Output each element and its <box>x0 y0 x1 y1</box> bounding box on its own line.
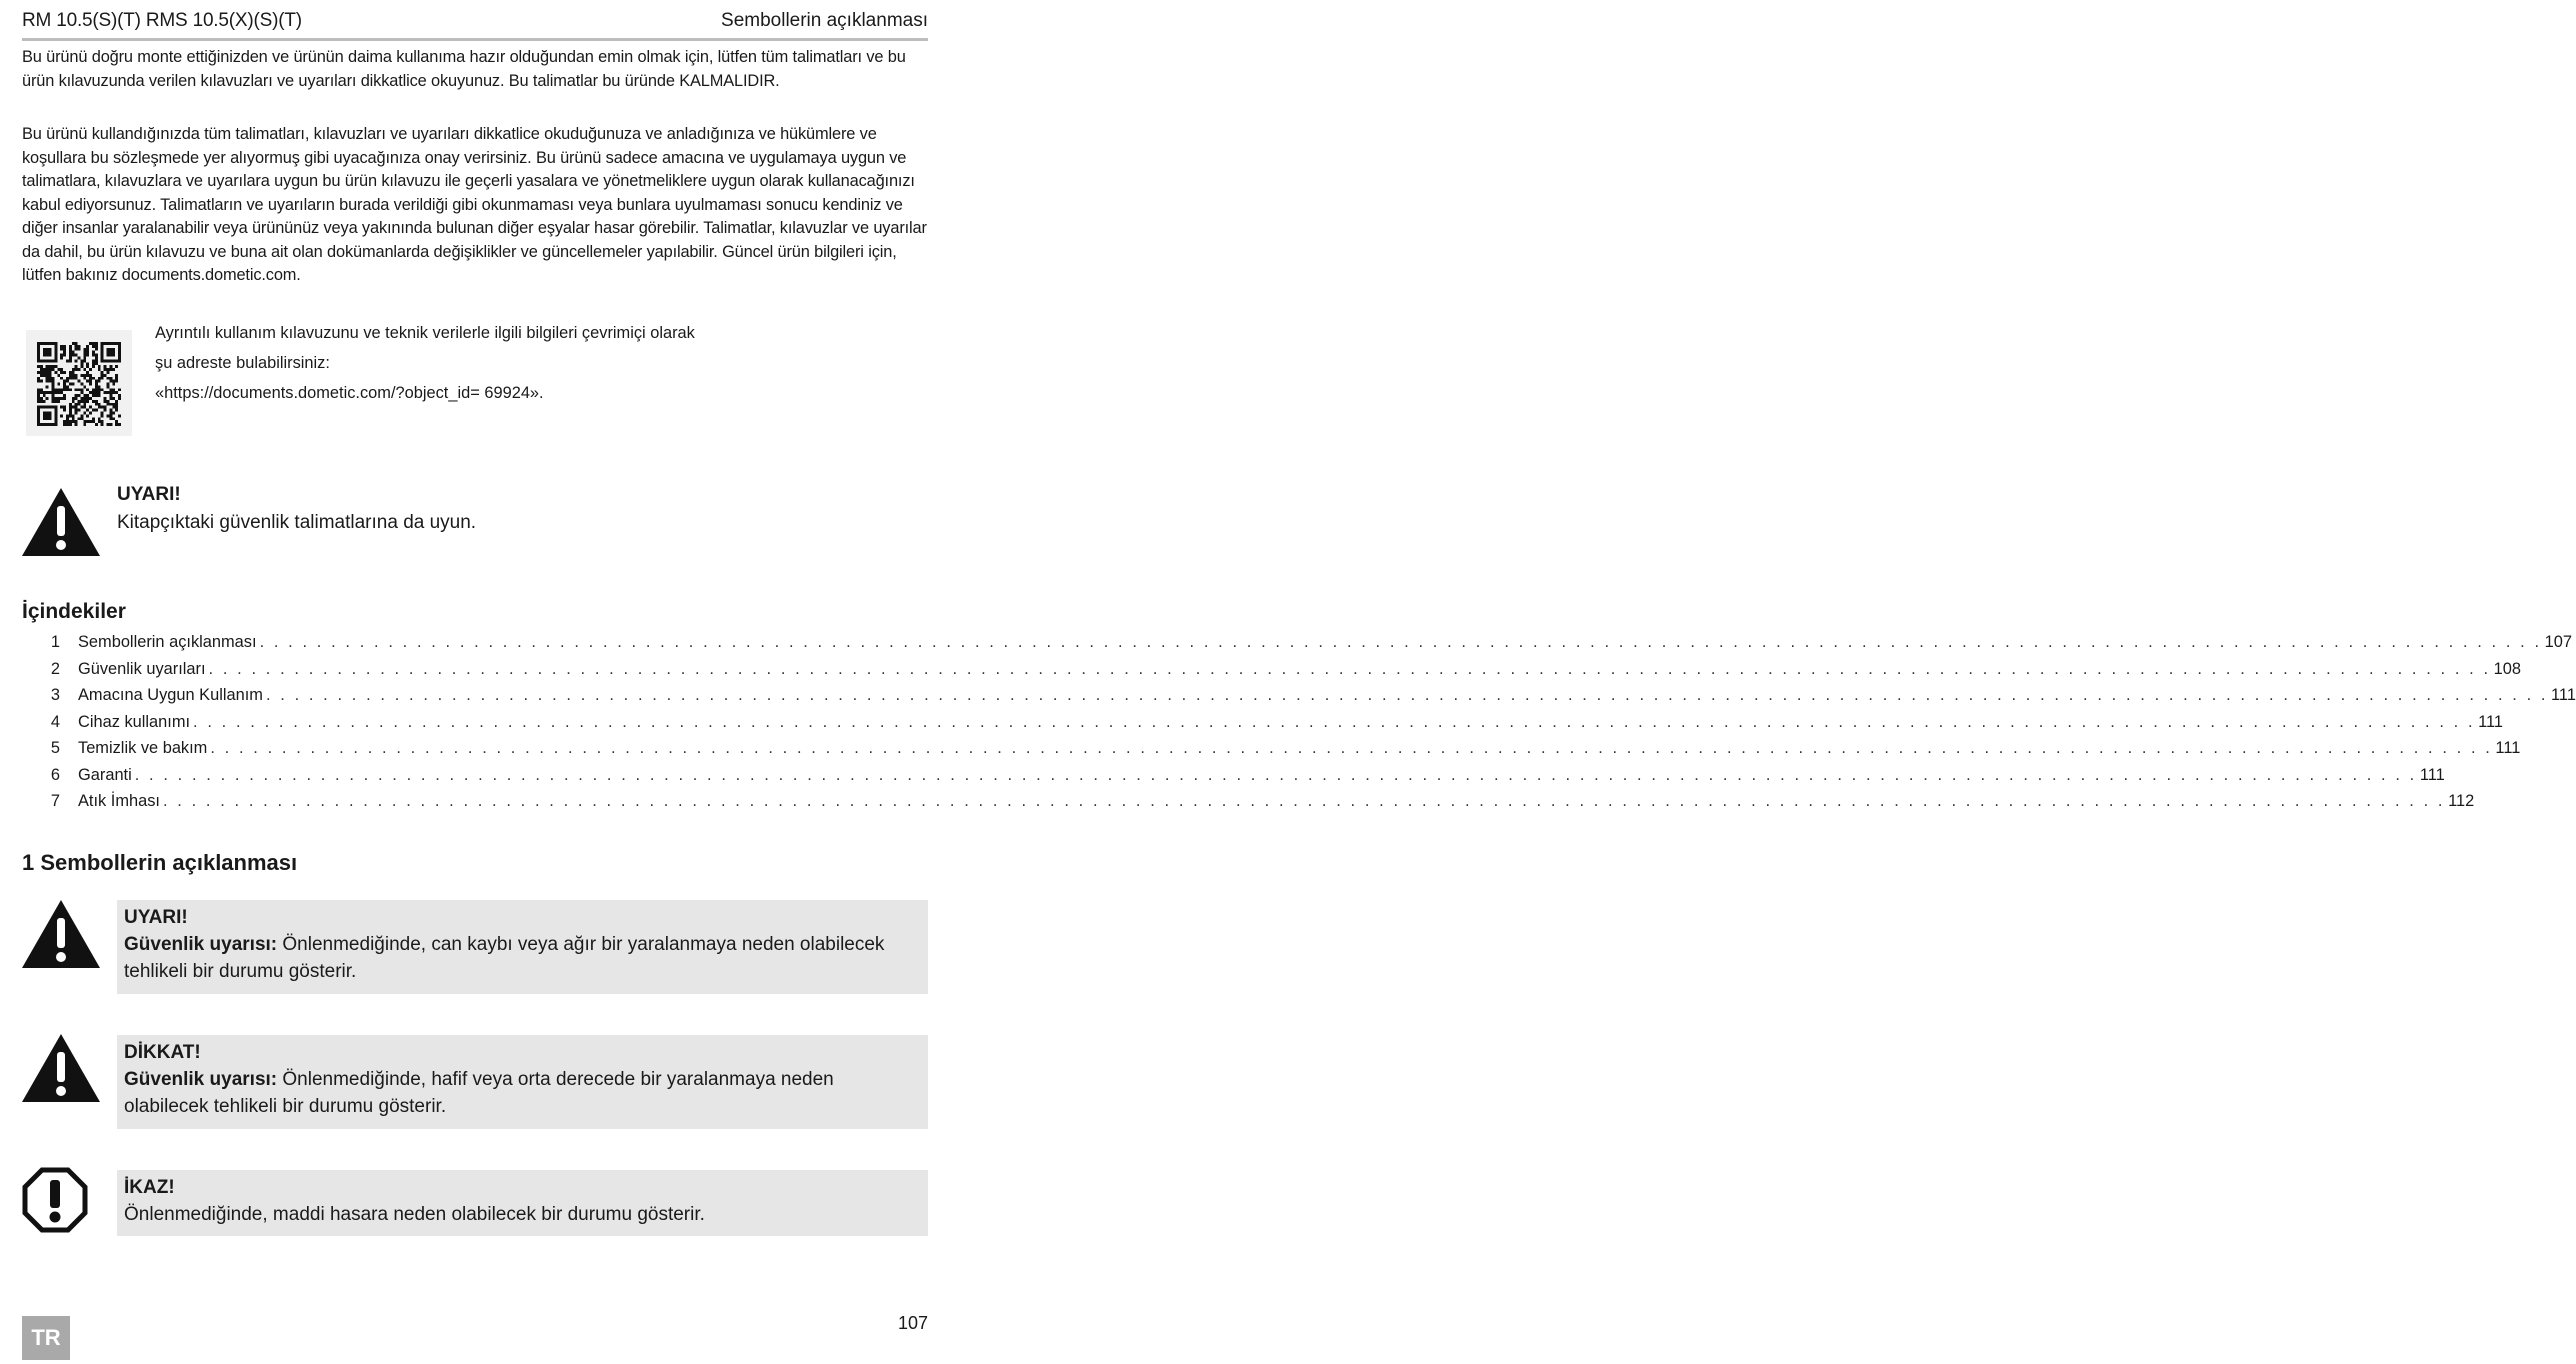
warning-description: Önlenmediğinde, can kaybı veya ağır bir yaralanmaya neden olabilecek tehlikeli bir durumu gösterir. <box>124 934 885 982</box>
toc-item-number: 1 <box>50 633 60 651</box>
toc-item-page: 107 <box>2544 633 2572 651</box>
safety-label: Güvenlik uyarısı: <box>124 934 278 955</box>
toc-leader-dots: . . . . . . . . . . . . . . . . . . . . . . . . . . . . . . . . . . . . . . . . . . . . . . . . . . . . . . . . . . . . . . . . . . . . . . . . . . . . . . . . . . . . . . . . . . . . . . . . . . . . . . . . . . . . . . . . . . . . . . . . . . . . . . . . . . . . . . . . . . . . . . . . . . . . . . . . . . . . . . . . <box>210 739 2493 757</box>
toc-item-label: Güvenlik uyarıları <box>78 659 206 678</box>
booklet-warning-text: Kitapçıktaki güvenlik talimatlarına da uyun. <box>117 512 477 533</box>
section-1-heading: 1 Sembollerin açıklanması <box>22 850 298 875</box>
toc-title: İçindekiler <box>22 600 126 623</box>
online-info-line-1: Ayrıntılı kullanım kılavuzunu ve teknik verilerle ilgili bilgileri çevrimiçi olarak <box>155 324 695 342</box>
toc-leader-dots: . . . . . . . . . . . . . . . . . . . . . . . . . . . . . . . . . . . . . . . . . . . . . . . . . . . . . . . . . . . . . . . . . . . . . . . . . . . . . . . . . . . . . . . . . . . . . . . . . . . . . . . . . . . . . . . . . . . . . . . . . . . . . . . . . . . . . . . . . . . . . . . . . . . . . . . . . . . . . . . . <box>193 712 2476 731</box>
toc-item[interactable] <box>22 633 2572 657</box>
toc-leader-dots: . . . . . . . . . . . . . . . . . . . . . . . . . . . . . . . . . . . . . . . . . . . . . . . . . . . . . . . . . . . . . . . . . . . . . . . . . . . . . . . . . . . . . . . . . . . . . . . . . . . . . . . . . . . . . . . . . . . . . . . . . . . . . . . . . . . . . . . . . . . . . . . . . . . . . . . . . . . . . . . . <box>134 765 2417 784</box>
warning-triangle-icon <box>22 1034 100 1107</box>
toc-item[interactable] <box>22 686 2576 710</box>
caution-box-title: DİKKAT! <box>124 1042 201 1063</box>
notice-description: Önlenmediğinde, maddi hasara neden olabilecek bir durumu gösterir. <box>124 1204 705 1225</box>
toc-leader-dots: . . . . . . . . . . . . . . . . . . . . . . . . . . . . . . . . . . . . . . . . . . . . . . . . . . . . . . . . . . . . . . . . . . . . . . . . . . . . . . . . . . . . . . . . . . . . . . . . . . . . . . . . . . . . . . . . . . . . . . . . . . . . . . . . . . . . . . . . . . . . . . . . . . . . . . . . . . . . . . . . <box>259 633 2542 651</box>
toc-item[interactable] <box>22 765 2445 790</box>
toc-item-page: 111 <box>2419 765 2445 784</box>
toc-item-page: 111 <box>2495 739 2521 757</box>
toc-item-number: 6 <box>50 765 60 784</box>
toc-item-number: 3 <box>50 686 60 704</box>
page-number: 107 <box>897 1313 928 1333</box>
toc-item-label: Cihaz kullanımı <box>78 712 191 731</box>
notice-box <box>117 1170 928 1236</box>
toc-item[interactable] <box>22 659 2521 684</box>
toc-item[interactable] <box>22 792 2475 816</box>
caution-box <box>117 1035 928 1129</box>
toc-item-number: 2 <box>50 659 60 678</box>
header-divider <box>22 38 928 41</box>
toc-leader-dots: . . . . . . . . . . . . . . . . . . . . . . . . . . . . . . . . . . . . . . . . . . . . . . . . . . . . . . . . . . . . . . . . . . . . . . . . . . . . . . . . . . . . . . . . . . . . . . . . . . . . . . . . . . . . . . . . . . . . . . . . . . . . . . . . . . . . . . . . . . . . . . . . . . . . . . . . . . . . . . . . <box>208 659 2491 678</box>
header-section-title: Sembollerin açıklanması <box>721 10 928 31</box>
toc-item-number: 7 <box>50 792 60 810</box>
warning-triangle-icon <box>22 900 100 973</box>
language-badge: TR <box>22 1316 70 1360</box>
toc-item-label: Sembollerin açıklanması <box>78 633 257 651</box>
toc-leader-dots: . . . . . . . . . . . . . . . . . . . . . . . . . . . . . . . . . . . . . . . . . . . . . . . . . . . . . . . . . . . . . . . . . . . . . . . . . . . . . . . . . . . . . . . . . . . . . . . . . . . . . . . . . . . . . . . . . . . . . . . . . . . . . . . . . . . . . . . . . . . . . . . . . . . . . . . . . . . . . . . . <box>162 792 2446 810</box>
toc-item-page: 111 <box>2478 712 2504 731</box>
toc-item-label: Temizlik ve bakım <box>78 739 208 757</box>
toc-item[interactable] <box>22 712 2504 737</box>
intro-paragraph-2: Bu ürünü kullandığınızda tüm talimatları, kılavuzları ve uyarıları dikkatlice okuduğunuza ve anladığınıza ve hükümlere ve koşullara bu sözleşmede yer alıyormuş gibi uyacağınıza onay verirsiniz. Bu ürünü sadece amacına ve uygulamaya uygun ve talimatlara, kılavuzlara ve uyarılara uygun bu ürün kılavuzu ile geçerli yasalara ve yönetmeliklere uygun olarak kullanacağınızı kabul ediyorsunuz. Talimatların ve uyarıların burada verildiği gibi okunmaması veya bunlara uyulmaması sonucu kendiniz ve diğer insanlar yaralanabilir veya ürününüz veya yakınında bulunan diğer eşyalar hasar görebilir. Talimatlar, kılavuzlar ve uyarılar da dahil, bu ürün kılavuzu ve buna ait olan dokümanlarda değişiklikler ve güncellemeler yapılabilir. Güncel ürün bilgileri için, lütfen bakınız documents.dometic.com. <box>22 125 927 284</box>
toc-item-label: Garanti <box>78 765 132 784</box>
toc-item-page: 108 <box>2493 659 2521 678</box>
header-model: RM 10.5(S)(T) RMS 10.5(X)(S)(T) <box>22 10 302 31</box>
qr-code-icon <box>26 330 132 436</box>
warning-box <box>117 900 928 994</box>
caution-box-text <box>124 1066 921 1120</box>
booklet-warning-title: UYARI! <box>117 484 181 505</box>
caution-description: Önlenmediğinde, hafif veya orta derecede bir yaralanmaya neden olabilecek tehlikeli bir durumu gösterir. <box>124 1069 834 1117</box>
toc-item-page: 112 <box>2448 792 2475 810</box>
warning-box-title: UYARI! <box>124 907 188 928</box>
warning-triangle-icon <box>22 488 100 561</box>
toc-item-number: 5 <box>50 739 60 757</box>
toc-item-label: Amacına Uygun Kullanım <box>78 686 263 704</box>
toc-item-page: 111 <box>2551 686 2576 704</box>
toc-item[interactable] <box>22 739 2521 763</box>
online-url: «https://documents.dometic.com/?object_id= 69924». <box>155 384 544 402</box>
toc-item-label: Atık İmhası <box>78 792 160 810</box>
notice-box-title: İKAZ! <box>124 1177 175 1198</box>
warning-box-text <box>124 931 921 985</box>
notice-octagon-icon <box>22 1167 88 1238</box>
safety-label: Güvenlik uyarısı: <box>124 1069 278 1090</box>
intro-paragraph-1: Bu ürünü doğru monte ettiğinizden ve ürünün daima kullanıma hazır olduğundan emin olmak için, lütfen tüm talimatları ve bu ürün kılavuzunda verilen kılavuzları ve uyarıları dikkatlice okuyunuz. Bu talimatlar bu üründe KALMALIDIR. <box>22 48 906 90</box>
toc-item-number: 4 <box>50 712 60 731</box>
online-info-line-2: şu adreste bulabilirsiniz: <box>155 354 330 372</box>
toc-leader-dots: . . . . . . . . . . . . . . . . . . . . . . . . . . . . . . . . . . . . . . . . . . . . . . . . . . . . . . . . . . . . . . . . . . . . . . . . . . . . . . . . . . . . . . . . . . . . . . . . . . . . . . . . . . . . . . . . . . . . . . . . . . . . . . . . . . . . . . . . . . . . . . . . . . . . . . . . . . . . . . . . <box>265 686 2549 704</box>
